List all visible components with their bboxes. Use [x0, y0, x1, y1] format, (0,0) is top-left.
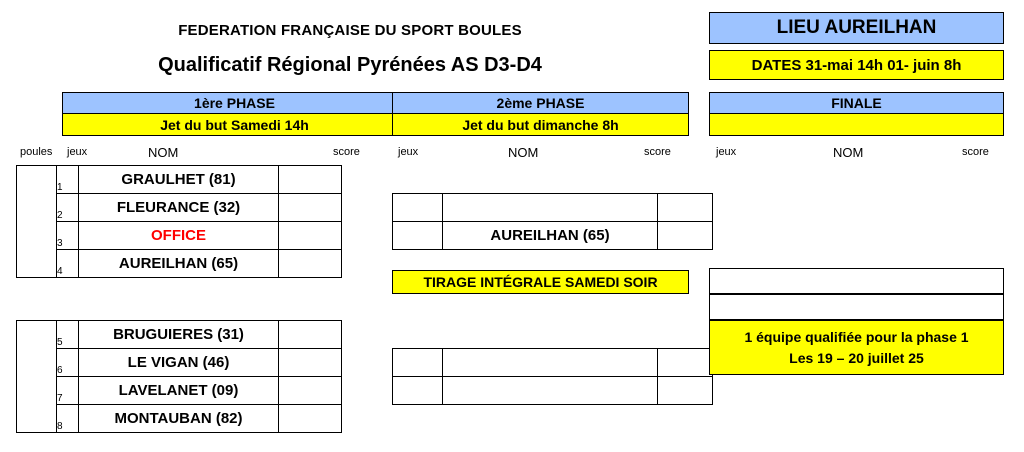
- phase2-title: 2ème PHASE: [392, 92, 689, 114]
- table-row[interactable]: [393, 194, 713, 222]
- column-header-poules: poules: [20, 146, 53, 158]
- score-cell[interactable]: [279, 250, 342, 278]
- tirage-banner: TIRAGE INTÉGRALE SAMEDI SOIR: [392, 270, 689, 294]
- federation-title: FEDERATION FRANÇAISE DU SPORT BOULES: [178, 22, 522, 39]
- table-row[interactable]: [393, 349, 713, 377]
- team-name-cell[interactable]: BRUGUIERES (31): [79, 321, 279, 349]
- score-cell[interactable]: [658, 194, 713, 222]
- team-name-cell[interactable]: AUREILHAN (65): [443, 222, 658, 250]
- finale-subtitle: [709, 114, 1004, 136]
- jeux-cell[interactable]: 8: [57, 405, 79, 433]
- score-cell[interactable]: [279, 166, 342, 194]
- team-name-cell[interactable]: [443, 194, 658, 222]
- team-name-cell[interactable]: GRAULHET (81): [79, 166, 279, 194]
- table-row[interactable]: [17, 321, 342, 349]
- jeux-cell[interactable]: [393, 377, 443, 405]
- jeux-cell[interactable]: 2: [57, 194, 79, 222]
- column-header-nom-finale: NOM: [833, 145, 864, 160]
- finale-row-2[interactable]: [709, 294, 1004, 320]
- column-header-jeux-finale: jeux: [716, 146, 737, 158]
- score-cell[interactable]: [658, 377, 713, 405]
- table-row[interactable]: [393, 222, 713, 250]
- jeux-cell[interactable]: 1: [57, 166, 79, 194]
- table-row[interactable]: [17, 405, 342, 433]
- column-header-nom-phase2: NOM: [508, 145, 539, 160]
- table-row[interactable]: [17, 250, 342, 278]
- poule-a-cell[interactable]: [17, 166, 57, 278]
- poule-a-table: [16, 165, 342, 278]
- page-title: Qualificatif Régional Pyrénées AS D3-D4: [158, 54, 542, 76]
- jeux-cell[interactable]: [393, 349, 443, 377]
- jeux-cell[interactable]: 5: [57, 321, 79, 349]
- team-name-cell[interactable]: AUREILHAN (65): [79, 250, 279, 278]
- score-cell[interactable]: [279, 377, 342, 405]
- jeux-cell[interactable]: 7: [57, 377, 79, 405]
- column-header-score-finale: score: [962, 146, 989, 158]
- team-name-cell[interactable]: [443, 349, 658, 377]
- score-cell[interactable]: [279, 349, 342, 377]
- jeux-cell[interactable]: 6: [57, 349, 79, 377]
- phase2-bracket-top: [392, 193, 713, 250]
- finale-title: FINALE: [709, 92, 1004, 114]
- phase1-subtitle: Jet du but Samedi 14h: [62, 114, 407, 136]
- finale-note-line2: Les 19 – 20 juillet 25: [789, 349, 924, 366]
- team-name-cell[interactable]: [443, 377, 658, 405]
- table-row[interactable]: [17, 166, 342, 194]
- poule-b-table: [16, 320, 342, 433]
- jeux-cell[interactable]: [393, 222, 443, 250]
- table-row[interactable]: [393, 377, 713, 405]
- column-header-score-phase2: score: [644, 146, 671, 158]
- column-header-nom-phase1: NOM: [148, 145, 179, 160]
- jeux-cell[interactable]: [393, 194, 443, 222]
- table-row[interactable]: [17, 349, 342, 377]
- dates-banner: DATES 31-mai 14h 01- juin 8h: [709, 50, 1004, 80]
- team-name-cell[interactable]: MONTAUBAN (82): [79, 405, 279, 433]
- team-name-cell[interactable]: OFFICE: [79, 222, 279, 250]
- team-name-cell[interactable]: LAVELANET (09): [79, 377, 279, 405]
- score-cell[interactable]: [658, 222, 713, 250]
- poule-b-cell[interactable]: [17, 321, 57, 433]
- phase2-subtitle: Jet du but dimanche 8h: [392, 114, 689, 136]
- phase2-bracket-bottom: [392, 348, 713, 405]
- score-cell[interactable]: [279, 222, 342, 250]
- finale-row-1[interactable]: [709, 268, 1004, 294]
- table-row[interactable]: [17, 222, 342, 250]
- venue-banner: LIEU AUREILHAN: [709, 12, 1004, 44]
- team-name-cell[interactable]: FLEURANCE (32): [79, 194, 279, 222]
- finale-note: [709, 320, 1004, 375]
- score-cell[interactable]: [658, 349, 713, 377]
- column-header-jeux-phase1: jeux: [67, 146, 88, 158]
- jeux-cell[interactable]: 4: [57, 250, 79, 278]
- table-row[interactable]: [17, 377, 342, 405]
- phase1-title: 1ère PHASE: [62, 92, 407, 114]
- table-row[interactable]: [17, 194, 342, 222]
- finale-note-line1: 1 équipe qualifiée pour la phase 1: [744, 328, 969, 345]
- column-header-jeux-phase2: jeux: [398, 146, 419, 158]
- score-cell[interactable]: [279, 194, 342, 222]
- team-name-cell[interactable]: LE VIGAN (46): [79, 349, 279, 377]
- score-cell[interactable]: [279, 405, 342, 433]
- score-cell[interactable]: [279, 321, 342, 349]
- jeux-cell[interactable]: 3: [57, 222, 79, 250]
- column-header-score-phase1: score: [333, 146, 360, 158]
